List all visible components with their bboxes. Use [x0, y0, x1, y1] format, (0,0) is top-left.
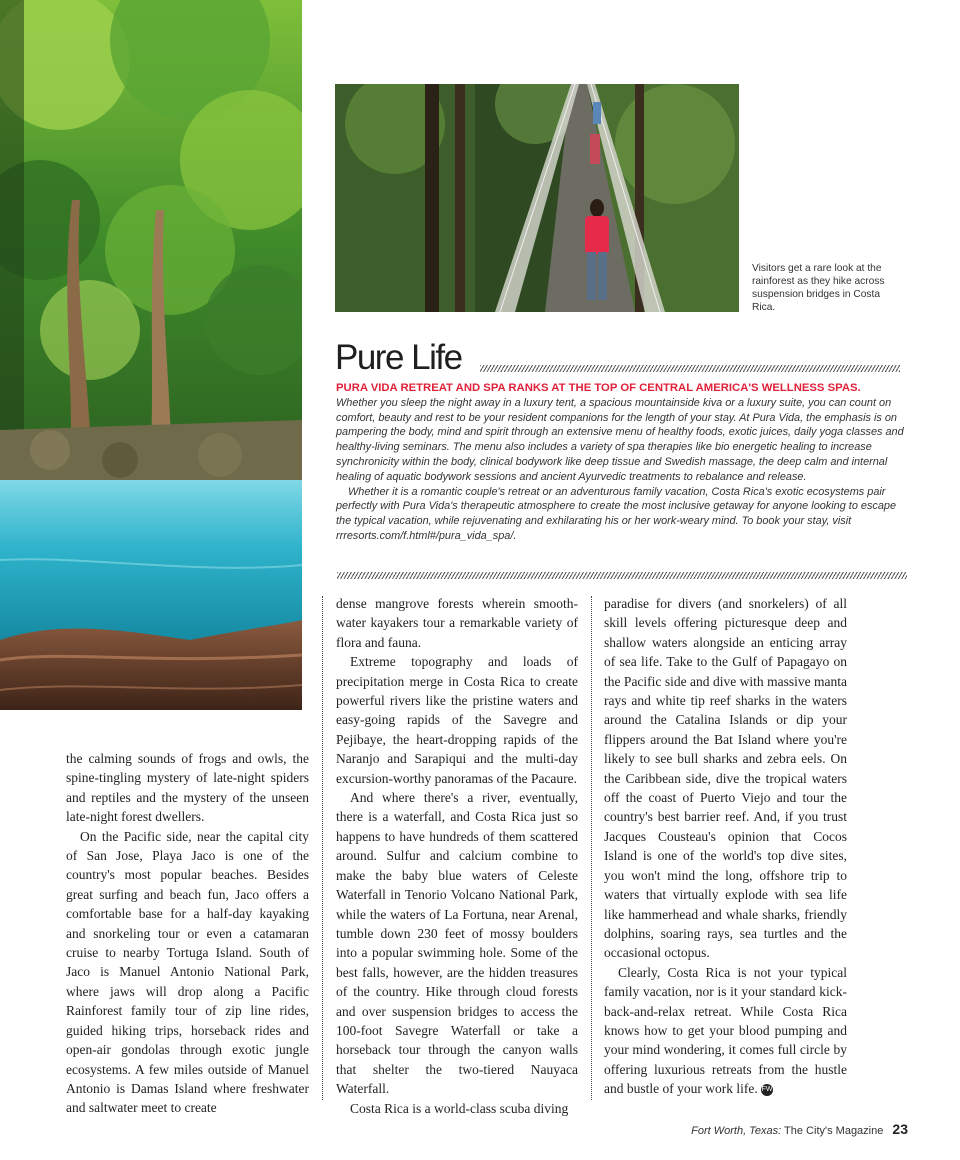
- sidebar-body: [336, 381, 908, 544]
- article-paragraph: On the Pacific side, near the capital city of San Jose, Playa Jaco is one of the country's most popular beaches. Besides great surfing and beach fun, Jaco offers a comfortable base for a half-day kayaking and snorkeling tour or even a catamaran cruise to nearby Tortuga Island. South of Jaco is Manuel Antonio National Park, where jaws will drop along a Pacific Rainforest family tour of zip line rides, guided hiking trips, horseback rides and open-air gondolas through exotic jungle ecosystems. A few miles outside of Manuel Antonio is Damas Island where freshwater and saltwater meet to create: [66, 828, 309, 1116]
- article-paragraph: Costa Rica is a world-class scuba diving: [350, 1100, 569, 1116]
- column-rule: [591, 596, 592, 1100]
- article-paragraph: paradise for divers (and snorkelers) of all skill levels offering picturesque deep and shallow waters alongside an enticing array of sea life. Take to the Gulf of Papagayo on the Pacific side and dive with massive manta rays and white tip reef sharks in the waters around the Catalina Islands or dip your flippers around the Bat Island where you're likely to see bull sharks and zebra eels. On the Caribbean side, dive the tropical waters off the coast of Puerto Viejo and tour the country's best barrier reef. And, if you trust Jacques Cousteau's opinion that Cocos Island is one of the world's top dive sites, you won't mind the long, offshore trip to waters that virtually explode with sea life like hammerhead and whale sharks, friendly dolphins, soaring rays, sea turtles and the occasional octopus.: [604, 596, 847, 961]
- article-paragraph: And where there's a river, eventually, there is a waterfall, and Costa Rica just so happens to have hundreds of them scattered around. Sulfur and calcium combine to make the baby blue waters of Celeste Waterfall in Tenorio Volcano National Park, while the waters of La Fortuna, near Arenal, tumble down 230 feet of mossy boulders into a popular swimming hole. Some of the best falls, however, are the hidden treasures of the country. Hike through cloud forests and over suspension bridges to access the 100-foot Savegre Waterfall or take a horseback tour through the canyon walls that shelter the two-tiered Nauyaca Waterfall.: [336, 790, 578, 1097]
- waterfall-photo-illustration: [0, 0, 302, 710]
- article-paragraph: Extreme topography and loads of precipitation merge in Costa Rica to create powerful rivers like the pristine waters and easy-going rapids of the Savegre and Pejibaye, the heart-dropping rapids of the Naranjo and Sarapiqui and the multi-day excursion-worthy panoramas of the Pacaure.: [336, 654, 578, 786]
- article-column-3: [604, 594, 847, 1099]
- waterfall-photo: [0, 0, 302, 710]
- article-column-2: [336, 594, 578, 1118]
- article-paragraph: dense mangrove forests wherein smooth-water kayakers tour a remarkable variety of flora and fauna.: [336, 596, 578, 650]
- article-paragraph: the calming sounds of frogs and owls, the spine-tingling mystery of late-night spiders and reptiles and the mystery of the unseen late-night forest dwellers.: [66, 751, 309, 825]
- sidebar-deck: PURA VIDA RETREAT AND SPA RANKS AT THE TOP OF CENTRAL AMERICA'S WELLNESS SPAS.: [336, 382, 861, 394]
- bridge-photo-illustration: [335, 84, 739, 312]
- column-rule: [322, 596, 323, 1100]
- hatch-divider-bottom: [337, 572, 907, 579]
- sidebar-paragraph: Whether you sleep the night away in a luxury tent, a spacious mountainside kiva or a luxury suite, you can count on comfort, beauty and rest to be your resident companions for the length of your stay. At Pura Vida, the emphasis is on pampering the body, mind and spirit through an extensive menu of healthy foods, exotic juices, daily yoga classes and healthy-living seminars. The menu also includes a variety of spa therapies like bio energetic healing to increase synchronicity within the body, clinical bodywork like deep tissue and Swedish massage, the deep calm and internal healing of aquatic bodywork sessions and ancient Ayurvedic treatments to rebalance and release.: [336, 396, 904, 483]
- article-paragraph: [604, 963, 847, 1099]
- suspension-bridge-photo: [335, 84, 739, 312]
- sidebar-paragraph: Whether it is a romantic couple's retreat or an adventurous family vacation, Costa Rica's exotic ecosystems pair perfectly with Pura Vida's therapeutic atmosphere to create the most inclusive getaway for anyone looking to escape the typical vacation, while rejuvenating and exhilarating his or her work-weary mind. To book your stay, visit rrresorts.com/f.html#/pura_vida_spa/.: [336, 485, 897, 542]
- end-mark-icon: FW: [761, 1084, 773, 1096]
- sidebar-title: Pure Life: [335, 338, 462, 377]
- photo-caption: Visitors get a rare look at the rainforest as they hike across suspension bridges in Costa Rica.: [752, 263, 885, 313]
- footer-tagline: The City's Magazine: [784, 1125, 884, 1137]
- article-column-1: [66, 749, 309, 1118]
- article-paragraph-text: Clearly, Costa Rica is not your typical family vacation, nor is it your standard kick-back-and-relax retreat. While Costa Rica knows how to get your blood pumping and your mind wondering, it comes full circle by offering luxurious retreats from the hustle and bustle of your work life.: [604, 964, 847, 1097]
- footer-publication: Fort Worth, Texas:: [691, 1125, 782, 1137]
- page-footer: [691, 1121, 908, 1137]
- page-number: 23: [892, 1121, 908, 1137]
- hatch-divider-top: [480, 365, 900, 372]
